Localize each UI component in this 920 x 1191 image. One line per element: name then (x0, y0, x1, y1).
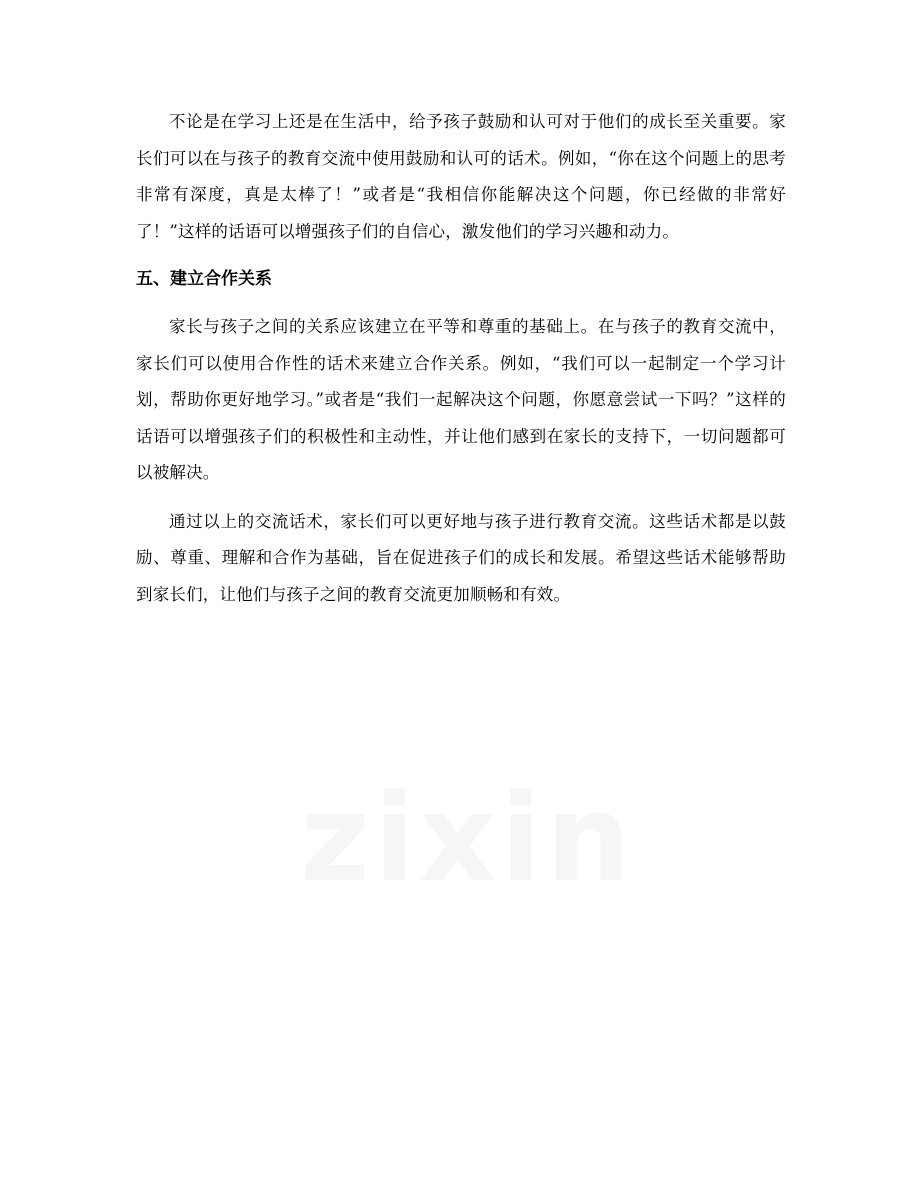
watermark (300, 770, 635, 909)
paragraph-cooperation: 家长与孩子之间的关系应该建立在平等和尊重的基础上。在与孩子的教育交流中，家长们可以使用合作性的话术来建立合作关系。例如，“我们可以一起制定一个学习计划，帮助你更好地学习。”或者是“我们一起解决这个问题，你愿意尝试一下吗？”这样的话语可以增强孩子们的积极性和主动性，并让他们感到在家长的支持下，一切问题都可以被解决。 (136, 317, 786, 482)
document-body (136, 104, 786, 613)
section-heading: 五、建立合作关系 (136, 269, 272, 289)
paragraph-encouragement: 不论是在学习上还是在生活中，给予孩子鼓励和认可对于他们的成长至关重要。家长们可以在与孩子的教育交流中使用鼓励和认可的话术。例如，“你在这个问题上的思考非常有深度，真是太棒了！”或者是“我相信你能解决这个问题，你已经做的非常好了！”这样的话语可以增强孩子们的自信心，激发他们的学习兴趣和动力。 (136, 112, 786, 241)
paragraph-conclusion: 通过以上的交流话术，家长们可以更好地与孩子进行教育交流。这些话术都是以鼓励、尊重、理解和合作为基础，旨在促进孩子们的成长和发展。希望这些话术能够帮助到家长们，让他们与孩子之间的教育交流更加顺畅和有效。 (136, 511, 786, 604)
